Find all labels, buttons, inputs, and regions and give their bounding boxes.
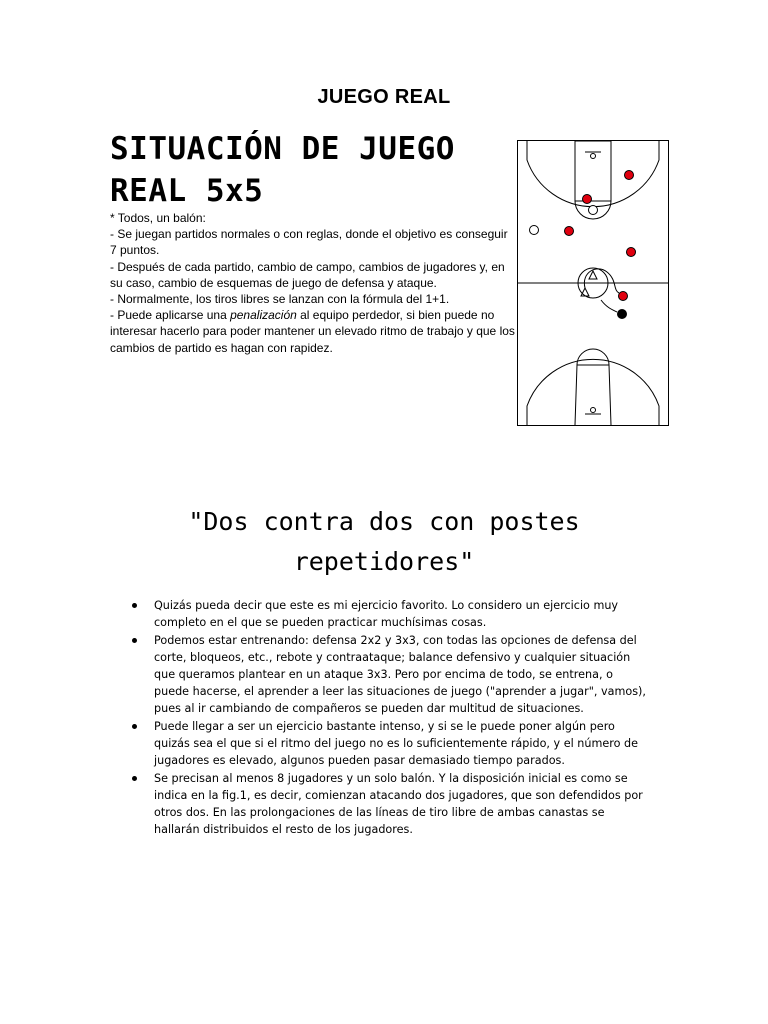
drill-title: "Dos contra dos con postes repetidores" xyxy=(188,507,580,576)
bullet-dot-icon xyxy=(132,603,137,608)
bottom-key xyxy=(575,365,611,425)
red-player xyxy=(619,292,628,301)
white-player xyxy=(589,206,598,215)
red-player xyxy=(583,195,592,204)
top-hoop xyxy=(591,154,596,159)
top-key xyxy=(575,141,611,201)
bullet-dot-icon xyxy=(132,776,137,781)
bottom-free-throw-arc xyxy=(577,349,609,365)
cone-icon xyxy=(581,288,589,296)
bottom-three-point-arc xyxy=(527,359,659,425)
bullet-dot-icon xyxy=(132,638,137,643)
list-item-text: Puede llegar a ser un ejercicio bastante intenso, y si se le puede poner algún pero quizás sea el que si el ritmo del juego no es lo suficientemente rápido, y el número de jugadores es elevado, algunos pueden pasar demasiado tiempo parados. xyxy=(154,720,638,767)
list-item xyxy=(130,770,650,838)
list-item xyxy=(130,632,650,717)
penalty-before: - Puede aplicarse una xyxy=(110,308,231,323)
list-item xyxy=(130,597,650,631)
black-player xyxy=(618,310,627,319)
intro-line: - Después de cada partido, cambio de campo, cambios de jugadores y, en su caso, cambio de esquemas de juego de defensa y ataque. xyxy=(110,259,505,290)
section-heading: SITUACIÓN DE JUEGO REAL 5x5 xyxy=(110,131,455,209)
list-item xyxy=(130,718,650,769)
list-item-text: Se precisan al menos 8 jugadores y un solo balón. Y la disposición inicial es como se indica en la fig.1, es decir, comienzan atacando dos jugadores, que son defendidos por otros dos. En las prolongaciones de las líneas de tiro libre de ambas canastas se hallarán distribuidos el resto de los jugadores. xyxy=(154,772,643,836)
top-three-point-arc xyxy=(527,141,659,207)
red-player xyxy=(627,248,636,257)
intro-line: - Normalmente, los tiros libres se lanzan con la fórmula del 1+1. xyxy=(110,292,450,307)
bullet-dot-icon xyxy=(132,724,137,729)
intro-line: - Se juegan partidos normales o con reglas, donde el objetivo es conseguir 7 puntos. xyxy=(110,227,508,258)
drill-bullet-list xyxy=(130,597,650,839)
document-title: JUEGO REAL xyxy=(317,86,451,108)
list-item-text: Quizás pueda decir que este es mi ejercicio favorito. Lo considero un ejercicio muy completo en el que se pueden practicar muchísimas cosas. xyxy=(154,599,619,629)
intro-text xyxy=(110,210,515,356)
cut-arrow-path xyxy=(584,269,619,293)
list-item-text: Podemos estar entrenando: defensa 2x2 y 3x3, con todas las opciones de defensa del corte, bloqueos, etc., rebote y contraataque; balance defensivo y cualquier situación que queramos plantear en un ataque 3x3. Pero por encima de todo, se entrena, o puede hacerse, el aprender a leer las situaciones de juego ("aprender a jugar", vamos), pues al ir cambiando de compañeros se pueden dar multitud de situaciones. xyxy=(154,634,646,715)
basketball-court-diagram xyxy=(517,140,669,426)
cone-icon xyxy=(589,271,597,279)
penalty-emphasis: penalización xyxy=(230,308,297,323)
bottom-hoop xyxy=(591,408,596,413)
red-player xyxy=(625,171,634,180)
intro-line-penalty xyxy=(110,307,515,356)
red-player xyxy=(565,227,574,236)
pass-arrow-path xyxy=(601,300,617,312)
penalty-after: al equipo perdedor, si bien puede no interesar hacerlo para poder mantener un elevado ritmo de trabajo y que los cambios de partido es hagan con rapidez. xyxy=(110,308,515,355)
white-player xyxy=(530,226,539,235)
intro-line: * Todos, un balón: xyxy=(110,211,206,225)
